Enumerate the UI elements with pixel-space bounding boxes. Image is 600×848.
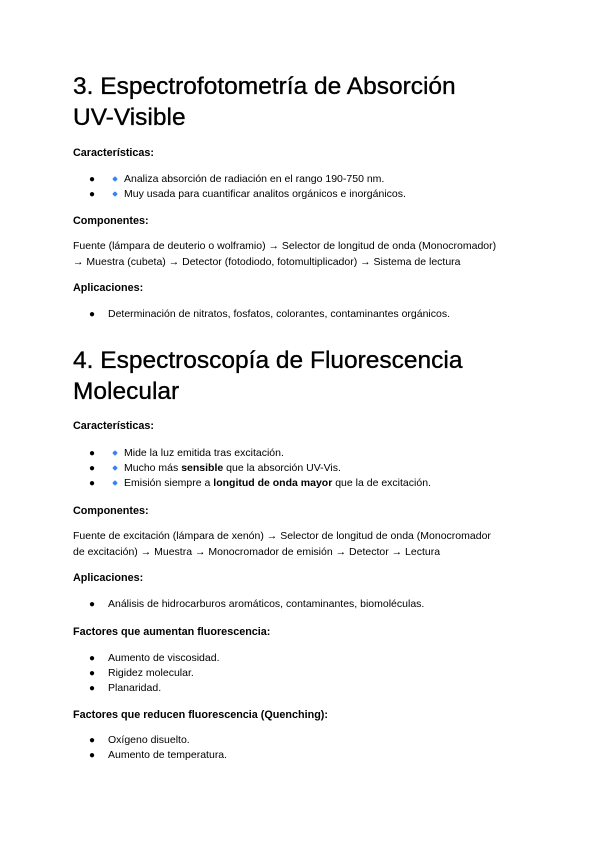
s4-aplicaciones-label: Aplicaciones:	[73, 572, 144, 584]
bullet-icon: ●	[89, 683, 96, 694]
list-item: ● Rigidez molecular.	[89, 667, 194, 679]
list-item: ● Aumento de temperatura.	[89, 749, 228, 761]
bullet-icon: ●	[89, 448, 96, 459]
list-item: ● Emisión siempre a longitud de onda mayor que la de excitación.	[89, 477, 431, 489]
list-item: ● Determinación de nitratos, fosfatos, colorantes, contaminantes orgánicos.	[89, 308, 451, 320]
bullet-icon: ●	[89, 668, 96, 679]
list-item: ● Aumento de viscosidad.	[89, 652, 220, 664]
bullet-icon: ●	[89, 463, 96, 474]
diamond-icon	[112, 176, 118, 182]
s3-componentes-label: Componentes:	[73, 215, 149, 227]
diamond-icon	[112, 191, 118, 197]
list-item: ● Análisis de hidrocarburos aromáticos, contaminantes, biomoléculas.	[89, 598, 425, 610]
s4-reducen-label: Factores que reducen fluorescencia (Quenching):	[73, 709, 328, 721]
s4-aumentan-list	[88, 651, 219, 696]
s4-caracteristicas-list	[88, 446, 431, 491]
list-item: ● Analiza absorción de radiación en el rango 190-750 nm.	[89, 173, 385, 185]
section-3-heading	[73, 71, 456, 133]
bullet-icon: ●	[89, 653, 96, 664]
section-3-title-line2: UV-Visible	[73, 104, 186, 131]
s4-caracteristicas-label: Características:	[73, 420, 155, 432]
s3-caracteristicas-label: Características:	[73, 147, 155, 159]
diamond-icon	[112, 450, 118, 456]
bullet-icon: ●	[89, 309, 96, 320]
s3-componentes-text: Fuente (lámpara de deuterio o wolframio) → Selector de longitud de onda (Monocromador) → Muestra (cubeta) → Detector (fotodiodo, fotomultiplicador) → Sistema de lectura	[73, 240, 497, 268]
s4-componentes-label: Componentes:	[73, 505, 149, 517]
section-4-title-line2: Molecular	[73, 378, 180, 405]
s3-aplicaciones-list	[88, 307, 450, 322]
list-item: ● Muy usada para cuantificar analitos orgánicos e inorgánicos.	[89, 188, 406, 200]
s4-aumentan-label: Factores que aumentan fluorescencia:	[73, 626, 271, 638]
diamond-icon	[112, 465, 118, 471]
bullet-icon: ●	[89, 478, 96, 489]
diamond-icon	[112, 480, 118, 486]
s3-aplicaciones-label: Aplicaciones:	[73, 282, 144, 294]
bullet-icon: ●	[89, 599, 96, 610]
s3-caracteristicas-list	[88, 172, 406, 202]
bullet-icon: ●	[89, 750, 96, 761]
list-item: ● Mucho más sensible que la absorción UV-Vis.	[89, 462, 341, 474]
bullet-icon: ●	[89, 174, 96, 185]
section-4-heading	[73, 345, 463, 407]
bullet-icon: ●	[89, 189, 96, 200]
s4-aplicaciones-list	[88, 597, 424, 612]
s4-reducen-list	[88, 733, 227, 763]
bullet-icon: ●	[89, 735, 96, 746]
section-3-title-line1: 3. Espectrofotometría de Absorción	[73, 73, 456, 100]
list-item: ● Oxígeno disuelto.	[89, 734, 190, 746]
list-item: ● Planaridad.	[89, 682, 162, 694]
section-4-title-line1: 4. Espectroscopía de Fluorescencia	[73, 347, 463, 374]
list-item: ● Mide la luz emitida tras excitación.	[89, 447, 284, 459]
s4-componentes-text: Fuente de excitación (lámpara de xenón) → Selector de longitud de onda (Monocromador de excitación) → Muestra → Monocromador de emisión → Detector → Lectura	[73, 530, 491, 558]
